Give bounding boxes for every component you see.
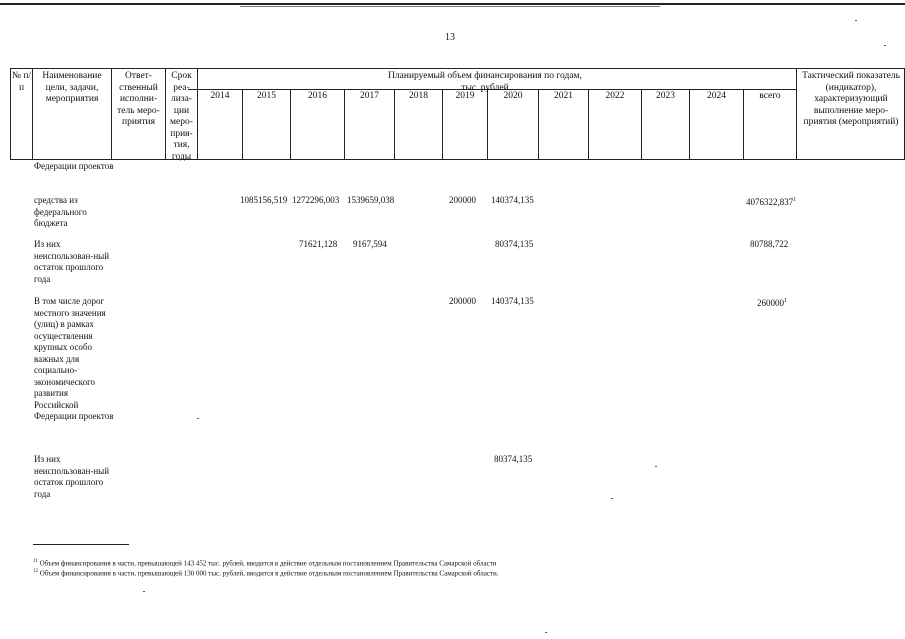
value-cell-total: 260000$^1$ bbox=[757, 298, 787, 308]
scan-speck bbox=[855, 20, 857, 21]
header-indicator: Тактический показатель (индикатор), характеризующий выполнение меро-приятия (мероприятий) bbox=[802, 71, 900, 127]
year-2020: 2020 bbox=[503, 91, 523, 101]
header-responsible: Ответ-ственный исполни-тель меро-приятия bbox=[117, 71, 160, 127]
header-num: № п/п bbox=[11, 71, 32, 93]
year-2024: 2024 bbox=[707, 91, 726, 101]
header-term: Срок реа-лиза-ции меро-прия-тия, годы bbox=[170, 71, 193, 162]
top-rule bbox=[0, 3, 905, 5]
value-cell: 200000 bbox=[449, 195, 476, 205]
row-label: Из них неиспользован-ный остаток прошлого года bbox=[34, 239, 110, 284]
footnote-ref: 1 bbox=[784, 298, 787, 304]
value-cell: 200000 bbox=[449, 296, 476, 306]
footnote: $^{11}$ Объем финансирования в части, превышающей 143 452 тыс. рублей, вводится в действие отдельным постановлением Правительства Самарской области bbox=[33, 559, 497, 568]
footnote-ref: 1 bbox=[793, 197, 797, 203]
page-number: 13 bbox=[445, 32, 455, 43]
value-cell: 80374,135 bbox=[495, 239, 534, 249]
value-cell-total: 80788,722 bbox=[750, 239, 789, 249]
row-label: средства из федерального бюджета bbox=[34, 195, 87, 228]
value-cell: 9167,594 bbox=[353, 239, 387, 249]
scan-speck bbox=[884, 45, 886, 46]
value-cell: 80374,135 bbox=[494, 454, 533, 464]
header-funding: Планируемый объем финансирования по годам, тыс. рублей bbox=[388, 71, 582, 93]
footnote-separator bbox=[33, 544, 129, 545]
scan-speck bbox=[655, 466, 657, 467]
row-label: Федерации проектов bbox=[34, 161, 114, 171]
scan-speck bbox=[545, 632, 547, 633]
scan-speck bbox=[143, 591, 145, 592]
year-2016: 2016 bbox=[308, 91, 327, 101]
footnote: $^{12}$ Объем финансирования в части, превышающей 130 000 тыс. рублей, вводится в действие отдельным постановлением Правительства Самарской области. bbox=[33, 569, 499, 578]
year-2019: 2019 bbox=[455, 91, 475, 101]
year-2015: 2015 bbox=[257, 91, 276, 101]
value-cell: 1539659,038 bbox=[347, 195, 395, 205]
value-cell: 71621,128 bbox=[299, 239, 338, 249]
value-cell: 140374,135 bbox=[491, 195, 534, 205]
year-2023: 2023 bbox=[656, 91, 675, 101]
year-total: всего bbox=[759, 91, 781, 101]
year-2017: 2017 bbox=[360, 91, 379, 101]
scan-speck bbox=[197, 418, 199, 419]
year-2022: 2022 bbox=[605, 91, 625, 101]
top-rule-secondary bbox=[240, 6, 660, 7]
year-2018: 2018 bbox=[409, 91, 428, 101]
row-label: В том числе дорог местного значения (улиц) в рамках осуществления крупных особо важных для социально-экономического развития Российской Федерации проектов bbox=[34, 296, 114, 421]
year-2014: 2014 bbox=[210, 91, 230, 101]
year-2021: 2021 bbox=[554, 91, 573, 101]
value-cell: 1085156,519 bbox=[240, 195, 288, 205]
value-cell: 1272296,003 bbox=[292, 195, 340, 205]
scan-speck bbox=[611, 498, 613, 499]
value-cell: 140374,135 bbox=[491, 296, 534, 306]
row-label: Из них неиспользован-ный остаток прошлого года bbox=[34, 454, 110, 499]
header-name: Наименование цели, задачи, мероприятия bbox=[42, 71, 102, 104]
value-cell-total: 4076322,837$^1$ bbox=[746, 197, 797, 207]
